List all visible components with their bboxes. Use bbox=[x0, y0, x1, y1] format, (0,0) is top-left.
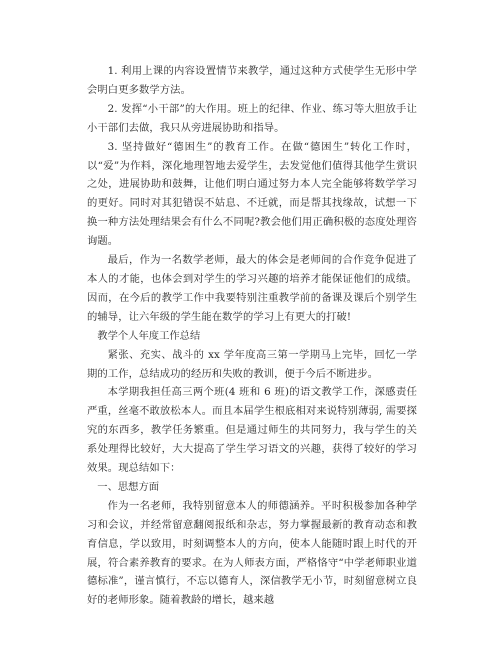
paragraph-thought: 作为一名老师，我特别留意本人的师德涵养。平时积极参加各种学习和会议，并经常留意翻阅报纸和杂志，努力掌握最新的教育动态和教育信息，学以致用，时刻调整本人的方向，使本人能随时跟上时代的开展，符合素养教育的要求。在为人师表方面，严格恪守“中学老师职业道德标准”，谨言慎行，不忘以德育人，深信教学无小节，时刻留意树立良好的老师形象。随着教龄的增长，越来越 bbox=[87, 499, 417, 607]
paragraph-semester: 本学期我担任高三两个班(4 班和 6 班)的语文教学工作，深感责任严重，丝毫不敢放松本人。而且本届学生根底相对来说特别薄弱, 需要探究的东西多，教学任务繁重。但是通过师生的共同努力，我与学生的关系处理得比较好，大大提高了学生学习语文的兴趣，获得了较好的学习效果。现总结如下： bbox=[87, 386, 417, 475]
paragraph-conclusion: 最后，作为一名数学老师，最大的体会是老师间的合作竞争促进了本人的才能，也体会到对学生的学习兴趣的培养才能保证他们的成绩。因而，在今后的教学工作中我要特别注重教学前的备课及课后个别学生的辅导，让六年级的学生能在数学的学习上有更大的打破! bbox=[87, 254, 417, 323]
paragraph-method-1: 1. 利用上课的内容设置情节来教学，通过这种方式使学生无形中学会明白更多数学方法。 bbox=[87, 65, 417, 96]
paragraph-method-2: 2. 发挥“小干部”的大作用。班上的纪律、作业、练习等大胆放手让小干部们去做，我只从旁进展协助和指导。 bbox=[87, 102, 417, 134]
paragraph-method-3: 3. 坚持做好“德困生”的教育工作。在做“德困生”转化工作时，以“爱”为作料，深化地理智地去爱学生，去发觉他们值得其他学生赏识之处，进展协助和鼓舞，让他们明白通过努力本人完全能够将数学学习的更好。同时对其犯错误不姑息、不迁就，而是帮其找缘故，试想一下换一种方法处理结果会有什么不同呢?教会他们用正确积极的态度处理咨询题。 bbox=[87, 140, 417, 248]
document-body bbox=[87, 62, 417, 610]
section-title: 教学个人年度工作总结 bbox=[97, 329, 201, 342]
paragraph-intro: 紧张、充实、战斗的 xx 学年度高三第一学期马上完毕，回忆一学期的工作，总结成功的经历和失败的教训，便于今后不断进步。 bbox=[87, 348, 417, 380]
subheading-thought: 一、思想方面 bbox=[97, 480, 160, 493]
